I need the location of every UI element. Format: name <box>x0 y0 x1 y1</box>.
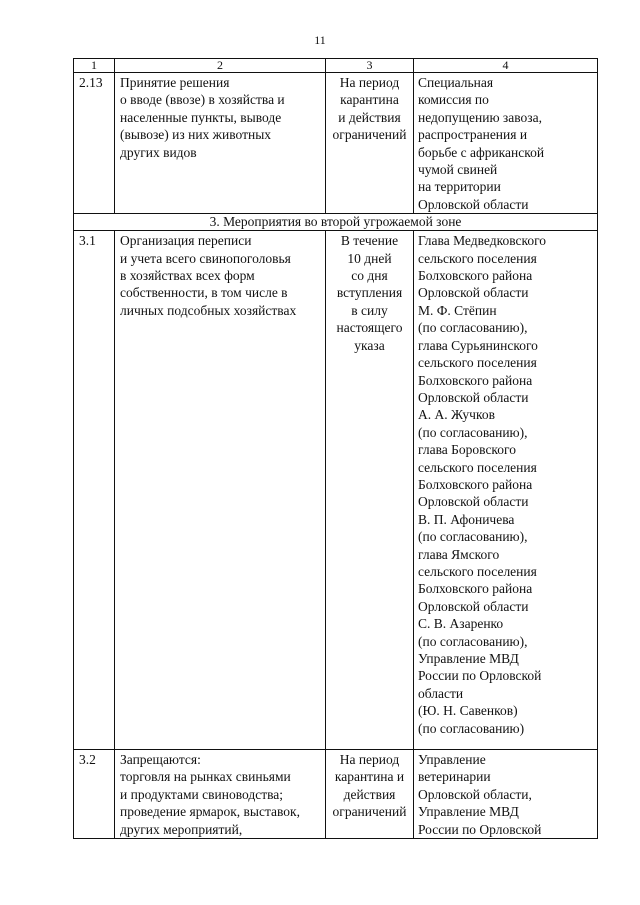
text-line: и продуктами свиноводства; <box>120 786 284 802</box>
text-line: Глава Медведковского <box>418 233 547 249</box>
text-line: На период <box>339 75 400 90</box>
text-line: 10 дней <box>347 250 392 266</box>
table-row-3-1 <box>74 231 598 750</box>
text-line: торговля на рынках свиньями <box>120 769 291 785</box>
page-number: 11 <box>314 33 326 47</box>
text-line: ограничений <box>332 804 407 820</box>
text-line: Управление МВД <box>418 804 519 820</box>
column-number-3: 3 <box>326 59 414 73</box>
text-line: Орловской области, <box>418 786 532 802</box>
text-line: Управление <box>418 752 486 768</box>
column-number-2: 2 <box>115 59 326 73</box>
column-number-1: 1 <box>74 59 115 73</box>
responsible-text <box>414 750 598 839</box>
text-line: борьбе с африканской <box>418 144 545 160</box>
text-line: карантина <box>340 92 399 108</box>
text-line: недопущению завоза, <box>418 109 542 125</box>
text-line: На период <box>339 752 400 768</box>
text-line: (вывозе) из них животных <box>120 127 272 143</box>
text-line: распространения и <box>418 127 528 143</box>
text-line: карантина и <box>334 769 405 785</box>
text-line: С. В. Азаренко <box>418 616 504 632</box>
text-line: сельского поселения <box>418 250 537 266</box>
text-line: чумой свиней <box>418 162 498 178</box>
text-line: на территории <box>418 179 501 195</box>
text-line: населенные пункты, выводе <box>120 109 282 125</box>
text-line: области <box>418 685 464 701</box>
table-header-row <box>74 59 598 73</box>
text-line: (по согласованию), <box>418 424 528 440</box>
text-line: Специальная <box>418 75 494 90</box>
text-line: и учета всего свинопоголовья <box>120 250 291 266</box>
text-line: В течение <box>340 233 399 249</box>
deadline-text <box>326 750 414 839</box>
text-line: В. П. Афоничева <box>418 511 515 527</box>
text-line: М. Ф. Стёпин <box>418 302 497 318</box>
text-line: проведение ярмарок, выставок, <box>120 804 300 820</box>
text-line: Болховского района <box>418 581 533 597</box>
text-line: Запрещаются: <box>120 752 201 768</box>
text-line: ограничений <box>332 127 407 143</box>
text-line: Болховского района <box>418 268 533 284</box>
cell-spacer <box>418 737 595 749</box>
measure-text <box>115 73 326 214</box>
text-line: комиссия по <box>418 92 489 108</box>
table-row-3-2 <box>74 750 598 839</box>
table-row-2-13 <box>74 73 598 214</box>
measure-text <box>115 750 326 839</box>
text-line: других мероприятий, <box>120 821 243 837</box>
text-line: собственности, в том числе в <box>120 285 288 301</box>
text-line: настоящего <box>336 320 403 336</box>
text-line: Орловской области <box>418 285 529 301</box>
text-line: (по согласованию), <box>418 633 528 649</box>
text-line: сельского поселения <box>418 459 537 475</box>
deadline-text <box>326 73 414 214</box>
text-line: вступления <box>336 285 403 301</box>
section-heading: 3. Мероприятия во второй угрожаемой зоне <box>74 214 598 231</box>
measures-table <box>73 58 598 839</box>
text-line: Орловской области <box>418 598 529 614</box>
text-line: глава Ямского <box>418 546 500 562</box>
section-row <box>74 214 598 231</box>
row-number: 3.1 <box>74 231 115 750</box>
text-line: о вводе (ввозе) в хозяйства и <box>120 92 285 108</box>
text-line: действия <box>343 786 396 802</box>
text-line: глава Сурьянинского <box>418 337 538 353</box>
deadline-text <box>326 231 414 750</box>
text-line: России по Орловской <box>418 821 542 837</box>
column-number-4: 4 <box>414 59 598 73</box>
text-line: России по Орловской <box>418 668 542 684</box>
text-line: глава Боровского <box>418 442 517 458</box>
text-line: и действия <box>338 109 401 125</box>
text-line: ветеринарии <box>418 769 491 785</box>
row-number: 2.13 <box>74 73 115 214</box>
text-line: указа <box>354 337 385 353</box>
text-line: (по согласованию) <box>418 720 525 736</box>
text-line: в хозяйствах всех форм <box>120 268 255 284</box>
text-line: (Ю. Н. Савенков) <box>418 703 518 719</box>
measure-text <box>115 231 326 750</box>
text-line: (по согласованию), <box>418 320 528 336</box>
text-line: сельского поселения <box>418 355 537 371</box>
text-line: Управление МВД <box>418 651 519 666</box>
text-line: других видов <box>120 144 197 160</box>
responsible-text <box>414 231 598 750</box>
text-line: в силу <box>351 302 388 318</box>
responsible-text <box>414 73 598 214</box>
text-line: Орловской области <box>418 494 529 510</box>
text-line: Болховского района <box>418 476 533 492</box>
text-line: Болховского района <box>418 372 533 388</box>
text-line: Орловской области <box>418 196 529 212</box>
text-line: Орловской области <box>418 389 529 405</box>
text-line: Организация переписи <box>120 233 252 249</box>
text-line: личных подсобных хозяйствах <box>120 302 297 318</box>
text-line: сельского поселения <box>418 563 537 579</box>
text-line: (по согласованию), <box>418 529 528 545</box>
text-line: со дня <box>351 268 388 284</box>
row-number: 3.2 <box>74 750 115 839</box>
text-line: Принятие решения <box>120 75 230 90</box>
text-line: А. А. Жучков <box>418 407 495 423</box>
